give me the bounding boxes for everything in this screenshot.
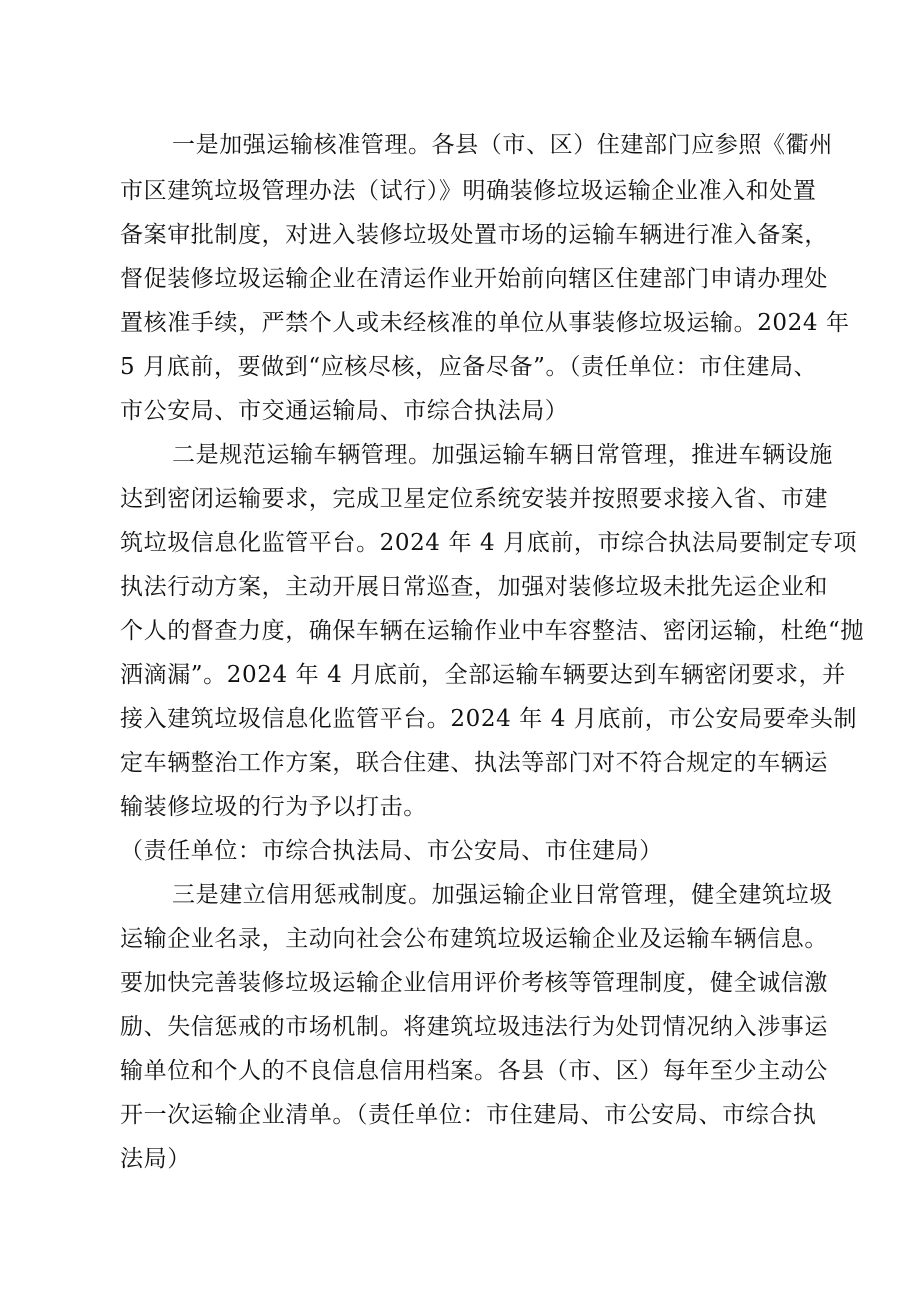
text-line: 督促装修垃圾运输企业在清运作业开始前向辖区住建部门申请办理处 [120, 266, 828, 292]
text-line: 置核准手续，严禁个人或未经核准的单位从事装修垃圾运输。2024 年 [120, 310, 850, 336]
text-line: 三是建立信用惩戒制度。加强运输企业日常管理，健全建筑垃圾 [172, 882, 833, 908]
text-line: 市公安局、市交通运输局、市综合执法局） [120, 398, 569, 424]
text-line: 执法行动方案，主动开展日常巡查，加强对装修垃圾未批先运企业和 [120, 574, 828, 600]
text-line: 筑垃圾信息化监管平台。2024 年 4 月底前，市综合执法局要制定专项 [120, 530, 858, 556]
text-line: 开一次运输企业清单。（责任单位：市住建局、市公安局、市综合执 [120, 1102, 817, 1128]
text-line: （责任单位：市综合执法局、市公安局、市住建局） [120, 838, 663, 864]
text-line: 输单位和个人的不良信息信用档案。各县（市、区）每年至少主动公 [120, 1058, 828, 1084]
text-line: 二是规范运输车辆管理。加强运输车辆日常管理，推进车辆设施 [172, 442, 833, 468]
text-line: 定车辆整治工作方案，联合住建、执法等部门对不符合规定的车辆运 [120, 750, 828, 776]
text-line: 运输企业名录，主动向社会公布建筑垃圾运输企业及运输车辆信息。 [120, 926, 828, 952]
text-line: 5 月底前，要做到“应核尽核，应备尽备”。（责任单位：市住建局、 [120, 354, 818, 380]
text-line: 接入建筑垃圾信息化监管平台。2024 年 4 月底前，市公安局要牵头制 [120, 706, 858, 732]
text-line: 洒滴漏”。2024 年 4 月底前，全部运输车辆要达到车辆密闭要求，并 [120, 662, 846, 688]
text-line: 一是加强运输核准管理。各县（市、区）住建部门应参照《衢州 [172, 132, 833, 158]
text-line: 励、失信惩戒的市场机制。将建筑垃圾违法行为处罚情况纳入涉事运 [120, 1014, 828, 1040]
text-line: 个人的督查力度，确保车辆在运输作业中车容整洁、密闭运输，杜绝“抛 [120, 618, 864, 644]
text-line: 要加快完善装修垃圾运输企业信用评价考核等管理制度，健全诚信激 [120, 970, 828, 996]
text-line: 备案审批制度，对进入装修垃圾处置市场的运输车辆进行准入备案， [120, 222, 828, 248]
text-line: 市区建筑垃圾管理办法（试行）》明确装修垃圾运输企业准入和处置 [120, 178, 817, 204]
text-line: 法局） [120, 1146, 191, 1172]
text-line: 达到密闭运输要求，完成卫星定位系统安装并按照要求接入省、市建 [120, 486, 828, 512]
text-line: 输装修垃圾的行为予以打击。 [120, 794, 427, 820]
